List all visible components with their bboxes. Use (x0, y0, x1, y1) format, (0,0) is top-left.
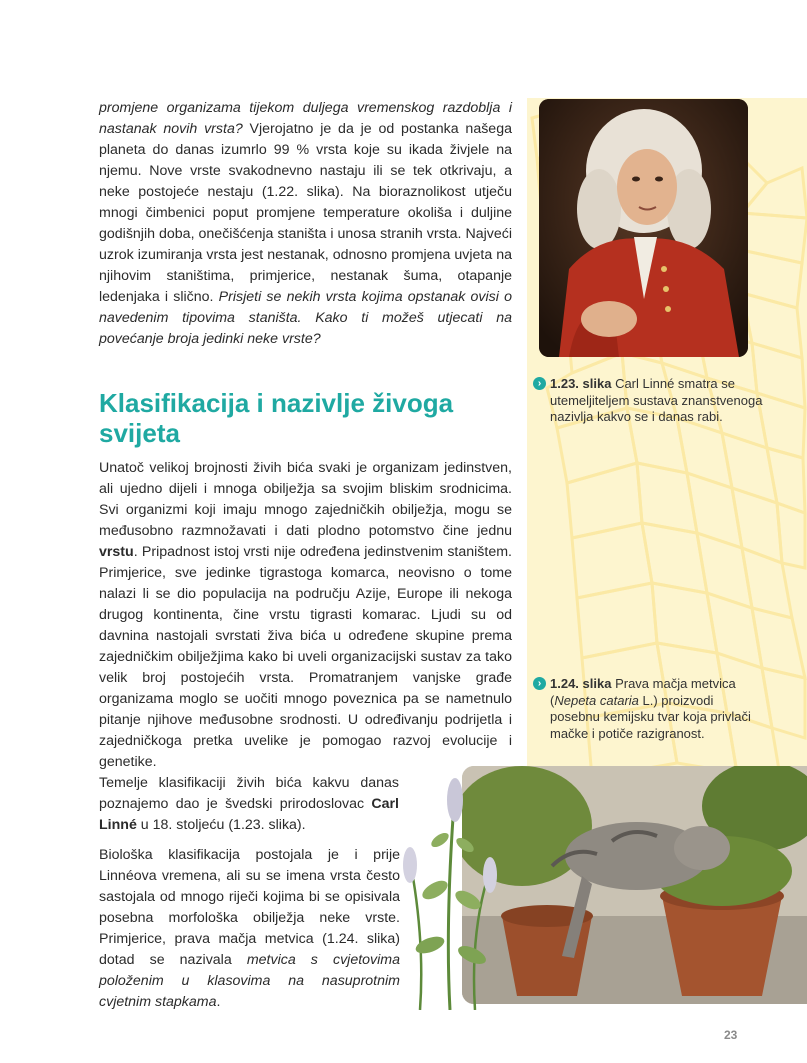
body-text: . (216, 994, 221, 1010)
body-text: Temelje klasifikaciji živih bića kakvu danas poznajemo dao je švedski prirodoslovac (99, 775, 399, 812)
term-carl-linne: Carl Linné (99, 796, 399, 833)
page-number: 23 (724, 1028, 738, 1042)
old-species-name: metvica s cvjetovima položenim u klasovima na nasuprotnim cvjetnim stapkama (99, 952, 401, 1010)
caption-label: 1.24. slika (550, 676, 612, 691)
catnip-plant-illustration (390, 770, 510, 1010)
body-text: Unatoč velikoj brojnosti živih bića svaki je organizam jedinstven, ali ujedno dijeli i mnoga obilježja sa svojim bliskim srodnicima. Svi organizmi koji imaju mnogo zajedničkih obilježja, mogu se međusobno razmnožavati i dati plodno potomstvo čine jednu (99, 460, 512, 539)
section-heading: Klasifikacija i nazivlje živoga svijeta (99, 388, 454, 448)
body-text: . Pripadnost istoj vrsti nije određena jedinstvenim staništem. Primjerice, sve jedinke tigrastoga komarca, neovisno o tome nalazi li se dio populacija na području Azije, Europe ili nekoga drugog kontinenta, čine vrstu tigrasti komarac. Ljudi su od davnina nastojali svrstati živa bića u određene skupine prema zajedničkim obilježjima kako bi uveli organizacijski sustav za tako velik broj postojećih vrsta. Promatranjem vanjske građe organizama moglo se uočiti mnogo poveznica pa se nametnulo pitanje njihove međusobne srodnosti. U određivanju podrijetla i zajedničkoga pretka uvelike je pomogao razvoj evolucije i genetike. (99, 544, 512, 770)
term-vrsta: vrstu (99, 544, 134, 560)
figure-caption-1-23 (533, 376, 763, 426)
intro-paragraph (99, 98, 512, 350)
species-latin-name: Nepeta cataria (554, 692, 639, 708)
figure-caption-1-24 (533, 676, 763, 742)
caption-text: L.) proizvodi posebnu kemijsku tvar koja privlači mačke i potiče razigranost. (550, 692, 751, 741)
caption-text: Carl Linné smatra se utemeljiteljem sustava znanstvenoga nazivlja kakvo se i danas rabi. (550, 376, 763, 424)
biological-classification-paragraph (99, 845, 400, 1013)
caption-label: 1.23. slika (550, 376, 612, 391)
carl-linne-portrait-image (539, 99, 748, 357)
arrow-right-icon: › (533, 677, 546, 690)
caption-text: Prava mačja metvica ( (550, 676, 736, 708)
task-text: Prisjeti se nekih vrsta kojima opstanak ovisi o navedenim tipovima staništa. Kako ti možeš utjecati na povećanje broja jedinki neke vrste? (99, 289, 512, 347)
cat-in-catnip-pot-image (462, 766, 807, 1004)
body-text: u 18. stoljeću (1.23. slika). (136, 817, 306, 833)
arrow-right-icon: › (533, 377, 546, 390)
body-text: Biološka klasifikacija postojala je i prije Linnéova vremena, ali su se imena vrsta često sastojala od mnogo riječi kojima bi se opisivala posebna morfološka obilježja neke vrste. Primjerice, prava mačja metvica (1.24. slika) dotad se nazivala (99, 847, 400, 968)
question-text: promjene organizama tijekom duljega vremenskog razdoblja i nastanak novih vrsta? (99, 100, 512, 137)
body-text: Vjerojatno je da je od postanka našega planeta do danas izumrlo 99 % vrsta koje su ikada živjele na njemu. Nove vrste svakodnevno nastaju ili se tek otkrivaju, a neke postojeće nestaju (1.22. slika). Na bioraznolikost utječu mnogi čimbenici poput promjene temperature okoliša i duljine godišnjih doba, onečišćenja staništa i unosa stranih vrsta. Najveći uzrok izumiranja vrsta jest nestanak, odnosno promjena uvjeta na njihovim staništima, primjerice, nestanak šuma, otapanje ledenjaka i slično. (99, 121, 512, 305)
